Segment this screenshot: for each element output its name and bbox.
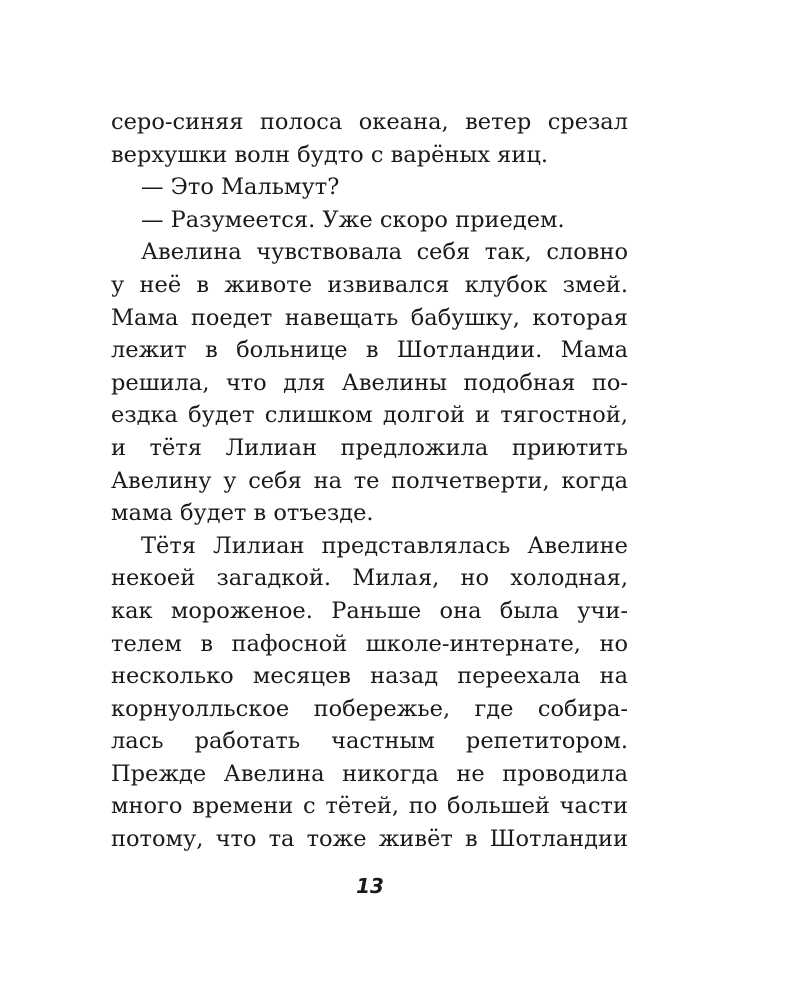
body-text [111,106,628,856]
text-line: Авелину у себя на те полчетверти, когда [111,467,628,494]
text-line: решила, что для Авелины подобная по- [111,369,628,396]
text-line: несколько месяцев назад переехала на [111,663,628,690]
text-line: Прежде Авелина никогда не проводила [111,760,628,787]
text-line: как мороженое. Раньше она была учи- [111,597,628,624]
text-line: телем в пафосной школе-интернате, но [111,630,628,657]
text-line: корнуолльское побережье, где собира- [111,695,628,722]
text-line: серо-синяя полоса океана, ветер срезал [111,109,628,135]
text-line: верхушки волн будто с варёных яиц. [111,141,548,168]
text-line: и тётя Лилиан предложила приютить [111,434,628,461]
text-line: некоей загадкой. Милая, но холодная, [111,565,628,592]
text-line: лась работать частным репетитором. [111,728,628,755]
dialogue-line: — Это Мальмут? [141,174,340,201]
page-number: 13 [356,874,384,898]
text-line: у неё в животе извивался клубок змей. [111,271,628,298]
paragraph-start-line: Тётя Лилиан представлялась Авелине [141,532,628,559]
text-line: Мама поедет навещать бабушку, которая [111,304,628,331]
text-line: потому, что та тоже живёт в Шотландии [111,826,628,853]
paragraph-start-line: Авелина чувствовала себя так, словно [141,239,628,266]
text-line: мама будет в отъезде. [111,500,374,527]
text-line: ездка будет слишком долгой и тягостной, [111,402,628,429]
dialogue-line: — Разумеется. Уже скоро приедем. [141,206,565,233]
text-line: много времени с тётей, по большей части [111,793,628,820]
text-line: лежит в больнице в Шотландии. Мама [111,337,628,364]
